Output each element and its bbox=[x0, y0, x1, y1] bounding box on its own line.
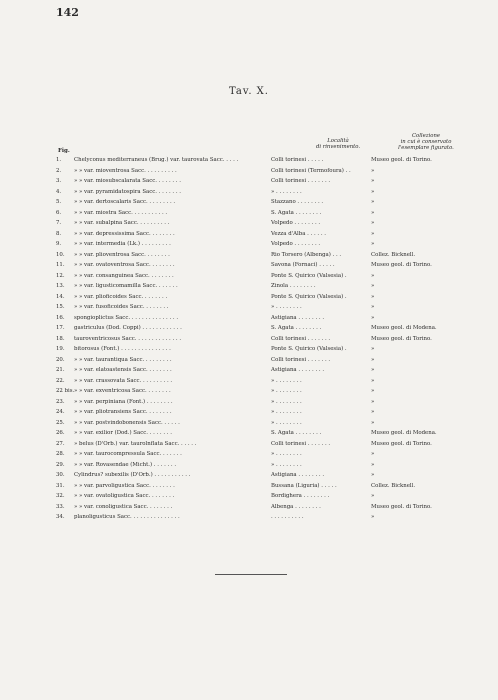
locality: Ponte S. Quirico (Valsesia) . bbox=[271, 346, 347, 352]
table-row bbox=[56, 460, 486, 471]
species-description: tauroventricosus Sacc. . . . . . . . . . . . . . bbox=[74, 335, 182, 342]
species-description: » » var. miosubscalarata Sacc. . . . . . . . bbox=[74, 178, 181, 184]
locality: Stazzano . . . . . . . . bbox=[271, 199, 324, 205]
locality: Colli torinesi (Termofoura) . . bbox=[271, 167, 351, 174]
figure-number: 33. bbox=[56, 503, 65, 510]
collection: » bbox=[371, 178, 375, 184]
locality: Colli torinesi . . . . . . . bbox=[271, 356, 331, 363]
locality: Volpedo . . . . . . . . bbox=[271, 241, 321, 247]
figure-number: 6. bbox=[56, 209, 62, 216]
figure-number: 10. bbox=[56, 251, 65, 258]
species-description: » » var. taurantiqua Sacc. . . . . . . . . bbox=[74, 356, 172, 363]
collection: » bbox=[371, 409, 375, 415]
collection-column-header bbox=[370, 133, 482, 151]
figure-number: 28. bbox=[56, 451, 65, 457]
locality: Colli torinesi . . . . . . . bbox=[271, 335, 331, 342]
collection: » bbox=[371, 461, 375, 468]
table-row bbox=[56, 512, 486, 523]
figure-number: 24. bbox=[56, 409, 65, 415]
table-row bbox=[56, 323, 486, 334]
locality: Colli torinesi . . . . . bbox=[271, 157, 324, 163]
locality: Ponte S. Quirico (Valsesia) . bbox=[271, 272, 347, 279]
table-row bbox=[56, 502, 486, 513]
table-row bbox=[56, 271, 486, 282]
figure-number: 20. bbox=[56, 356, 65, 363]
table-row bbox=[56, 166, 486, 177]
table-row bbox=[56, 386, 486, 397]
table-row bbox=[56, 407, 486, 418]
table-row bbox=[56, 197, 486, 208]
locality: Vezza d'Alba . . . . . . bbox=[271, 230, 326, 237]
collection: » bbox=[371, 346, 375, 352]
locality: Ponte S. Quirico (Valsesia) . bbox=[271, 293, 347, 300]
locality: . . . . . . . . . . bbox=[271, 514, 304, 520]
collection: Collez. Bicknell. bbox=[371, 251, 416, 258]
figure-number: 25. bbox=[56, 419, 65, 426]
locality: » . . . . . . . . bbox=[271, 388, 302, 394]
table-row bbox=[56, 218, 486, 229]
locality: Savona (Fornaci) . . . . . bbox=[271, 262, 335, 268]
collection: » bbox=[371, 220, 375, 226]
locality: S. Agata . . . . . . . . bbox=[271, 325, 322, 331]
species-description: » » var. perpiniana (Font.) . . . . . . . . bbox=[74, 398, 173, 405]
figure-number: 4. bbox=[56, 188, 62, 195]
table-row bbox=[56, 344, 486, 355]
figure-number: 32. bbox=[56, 493, 65, 499]
locality: » . . . . . . . . bbox=[271, 461, 302, 468]
collection: » bbox=[371, 377, 375, 384]
locality: Zinola . . . . . . . . bbox=[271, 283, 316, 289]
locality-header-line: di rinvenimento. bbox=[315, 144, 361, 150]
table-row bbox=[56, 491, 486, 502]
locality: » . . . . . . . . bbox=[271, 451, 302, 457]
figure-number: 18. bbox=[56, 335, 65, 342]
collection: » bbox=[371, 419, 375, 426]
species-description: » » var. consanguinea Sacc. . . . . . . . bbox=[74, 272, 174, 279]
table-row bbox=[56, 418, 486, 429]
species-description: gastriculus (Dod. Coppi) . . . . . . . . . . . . bbox=[74, 325, 182, 331]
species-description: » » var. exventricosa Sacc. . . . . . . . bbox=[74, 388, 171, 394]
figure-number: 13. bbox=[56, 283, 65, 289]
figure-number: 9. bbox=[56, 241, 62, 247]
collection: Museo geol. di Torino. bbox=[371, 262, 432, 268]
collection: Museo geol. di Torino. bbox=[371, 157, 432, 163]
collection: » bbox=[371, 199, 375, 205]
locality: S. Agata . . . . . . . . bbox=[271, 430, 322, 436]
species-description: » » var. mioventrosa Sacc. . . . . . . . . . bbox=[74, 167, 177, 174]
collection: » bbox=[371, 398, 375, 405]
collection: » bbox=[371, 272, 375, 279]
locality: » . . . . . . . . bbox=[271, 398, 302, 405]
locality: Astigiana . . . . . . . . bbox=[271, 367, 325, 373]
locality: » . . . . . . . . bbox=[271, 304, 302, 310]
species-description: » » var. subalpina Sacc. . . . . . . . . . bbox=[74, 220, 170, 226]
collection: » bbox=[371, 304, 375, 310]
table-row bbox=[56, 428, 486, 439]
locality: » . . . . . . . . bbox=[271, 377, 302, 384]
locality: Astigiana . . . . . . . . bbox=[271, 472, 325, 478]
collection: Museo geol. di Modena. bbox=[371, 325, 437, 331]
locality: » . . . . . . . . bbox=[271, 409, 302, 415]
figure-number: 22 bis. bbox=[56, 388, 75, 394]
collection-header-line: l'esemplare figurato. bbox=[398, 145, 454, 151]
collection: » bbox=[371, 493, 375, 499]
table-row bbox=[56, 470, 486, 481]
collection: » bbox=[371, 367, 375, 373]
collection: Museo geol. di Torino. bbox=[371, 335, 432, 342]
table-row bbox=[56, 208, 486, 219]
table-row bbox=[56, 365, 486, 376]
locality: Astigiana . . . . . . . . bbox=[271, 314, 325, 321]
collection: » bbox=[371, 388, 375, 394]
figure-number: 22. bbox=[56, 377, 65, 384]
table-row bbox=[56, 355, 486, 366]
table-row bbox=[56, 302, 486, 313]
collection: » bbox=[371, 356, 375, 363]
figure-number: 2. bbox=[56, 167, 62, 174]
species-description: » » var. miostra Sacc. . . . . . . . . . . bbox=[74, 209, 168, 216]
species-description: » » var. fusoficoides Sacc. . . . . . . . bbox=[74, 304, 169, 310]
closing-rule bbox=[215, 574, 287, 575]
table-row bbox=[56, 187, 486, 198]
table-row bbox=[56, 397, 486, 408]
table-row bbox=[56, 250, 486, 261]
table-row bbox=[56, 260, 486, 271]
collection: » bbox=[371, 472, 375, 478]
table-row bbox=[56, 376, 486, 387]
species-description: » » var. ovatoventrosa Sacc. . . . . . . . bbox=[74, 262, 175, 268]
species-description: » » var. intermedia (Lk.) . . . . . . . . . bbox=[74, 241, 171, 247]
table-row bbox=[56, 481, 486, 492]
figure-number: 16. bbox=[56, 314, 65, 321]
table-row bbox=[56, 239, 486, 250]
page-number: 142 bbox=[56, 6, 79, 19]
table-row bbox=[56, 313, 486, 324]
table-row bbox=[56, 449, 486, 460]
species-description: » » var. pyramidatospira Sacc. . . . . . . . bbox=[74, 188, 181, 195]
species-description: » » var. pliotransiens Sacc. . . . . . . . bbox=[74, 409, 172, 415]
locality: S. Agata . . . . . . . . bbox=[271, 209, 322, 216]
species-description: » » var. depressissima Sacc. . . . . . . . bbox=[74, 230, 175, 237]
table-row bbox=[56, 292, 486, 303]
species-description: bitorosus (Font.) . . . . . . . . . . . . . . . bbox=[74, 346, 171, 352]
table-row bbox=[56, 155, 486, 166]
figure-number: 21. bbox=[56, 367, 65, 373]
species-description: » belus (D'Orb.) var. taurolnflata Sacc. . . . . . bbox=[74, 440, 197, 447]
species-description: » » var. dertoscalaris Sacc. . . . . . . . . bbox=[74, 199, 176, 205]
table-row bbox=[56, 439, 486, 450]
locality: Colli torinesi . . . . . . . bbox=[271, 178, 331, 184]
fig-column-header: Fig. bbox=[58, 148, 70, 154]
collection: Museo geol. di Modena. bbox=[371, 430, 437, 436]
collection: » bbox=[371, 209, 375, 216]
species-description: » » var. crassovata Sacc. . . . . . . . . . bbox=[74, 377, 173, 384]
locality-header-line: Località bbox=[327, 138, 349, 144]
species-description: » » var. postvindobonensis Sacc. . . . . . bbox=[74, 419, 180, 426]
species-description: Chelyconus mediterraneus (Brug.) var. taurovata Sacc. . . . . bbox=[74, 157, 239, 163]
locality: Rio Torsero (Albenga) . . . bbox=[271, 251, 342, 258]
locality: Volpedo . . . . . . . . bbox=[271, 220, 321, 226]
locality: Albenga . . . . . . . . bbox=[271, 503, 321, 510]
figure-number: 3. bbox=[56, 178, 62, 184]
figure-number: 30. bbox=[56, 472, 65, 478]
species-table bbox=[56, 155, 486, 523]
figure-number: 8. bbox=[56, 230, 62, 237]
species-description: » » var. conoligustica Sacc. . . . . . . . bbox=[74, 503, 173, 510]
locality: Bordighera . . . . . . . . bbox=[271, 493, 330, 499]
figure-number: 1. bbox=[56, 157, 62, 163]
figure-number: 15. bbox=[56, 304, 65, 310]
species-description: » » var. ovatoligustica Sacc. . . . . . . . bbox=[74, 493, 175, 499]
locality: » . . . . . . . . bbox=[271, 419, 302, 426]
species-description: » » var. elatoastensis Sacc. . . . . . . . bbox=[74, 367, 172, 373]
collection: Museo geol. di Torino. bbox=[371, 440, 432, 447]
locality: Colli torinesi . . . . . . . bbox=[271, 440, 331, 447]
species-description: planoligusticus Sacc. . . . . . . . . . . . . . . bbox=[74, 514, 180, 520]
figure-number: 14. bbox=[56, 293, 65, 300]
collection: » bbox=[371, 167, 375, 174]
species-description: » » var. parvoligustica Sacc. . . . . . . . bbox=[74, 482, 175, 489]
species-description: Cylindrus? subexilis (D'Orb.) . . . . . . . . . . . bbox=[74, 472, 191, 478]
collection: » bbox=[371, 188, 375, 195]
collection: » bbox=[371, 241, 375, 247]
collection: » bbox=[371, 451, 375, 457]
collection-header-line: Collezione bbox=[412, 133, 440, 139]
collection: Museo geol. di Torino. bbox=[371, 503, 432, 510]
species-description: » » var. taurocompressula Sacc. . . . . . . bbox=[74, 451, 182, 457]
figure-number: 17. bbox=[56, 325, 65, 331]
table-row bbox=[56, 334, 486, 345]
figure-number: 5. bbox=[56, 199, 62, 205]
figure-number: 34. bbox=[56, 514, 65, 520]
collection: » bbox=[371, 514, 375, 520]
figure-number: 7. bbox=[56, 220, 62, 226]
plate-title: Tav. X. bbox=[229, 86, 269, 97]
figure-number: 23. bbox=[56, 398, 65, 405]
species-description: » » var. Rovasendae (Micht.) . . . . . . . bbox=[74, 461, 177, 468]
collection: » bbox=[371, 314, 375, 321]
figure-number: 31. bbox=[56, 482, 65, 489]
table-row bbox=[56, 229, 486, 240]
species-description: » » var. plioventrosa Sacc. . . . . . . . bbox=[74, 251, 170, 258]
species-description: » » var. plioficoides Sacc. . . . . . . . bbox=[74, 293, 168, 300]
figure-number: 29. bbox=[56, 461, 65, 468]
figure-number: 26. bbox=[56, 430, 65, 436]
species-description: » » var. ligusticomamilla Sacc. . . . . . . bbox=[74, 283, 178, 289]
species-description: spongioplictus Sacc. . . . . . . . . . . . . . . bbox=[74, 314, 179, 321]
collection: » bbox=[371, 230, 375, 237]
locality: » . . . . . . . . bbox=[271, 188, 302, 195]
figure-number: 12. bbox=[56, 272, 65, 279]
collection: » bbox=[371, 283, 375, 289]
collection: Collez. Bicknell. bbox=[371, 482, 416, 489]
figure-number: 11. bbox=[56, 262, 65, 268]
locality: Bussana (Liguria) . . . . . bbox=[271, 482, 337, 489]
species-description: » » var. exilior (Dod.) Sacc. . . . . . . . bbox=[74, 430, 172, 436]
collection-header-line: in cui è conservato bbox=[400, 139, 452, 145]
collection: » bbox=[371, 293, 375, 300]
table-row bbox=[56, 176, 486, 187]
table-row bbox=[56, 281, 486, 292]
figure-number: 19. bbox=[56, 346, 65, 352]
figure-number: 27. bbox=[56, 440, 65, 447]
